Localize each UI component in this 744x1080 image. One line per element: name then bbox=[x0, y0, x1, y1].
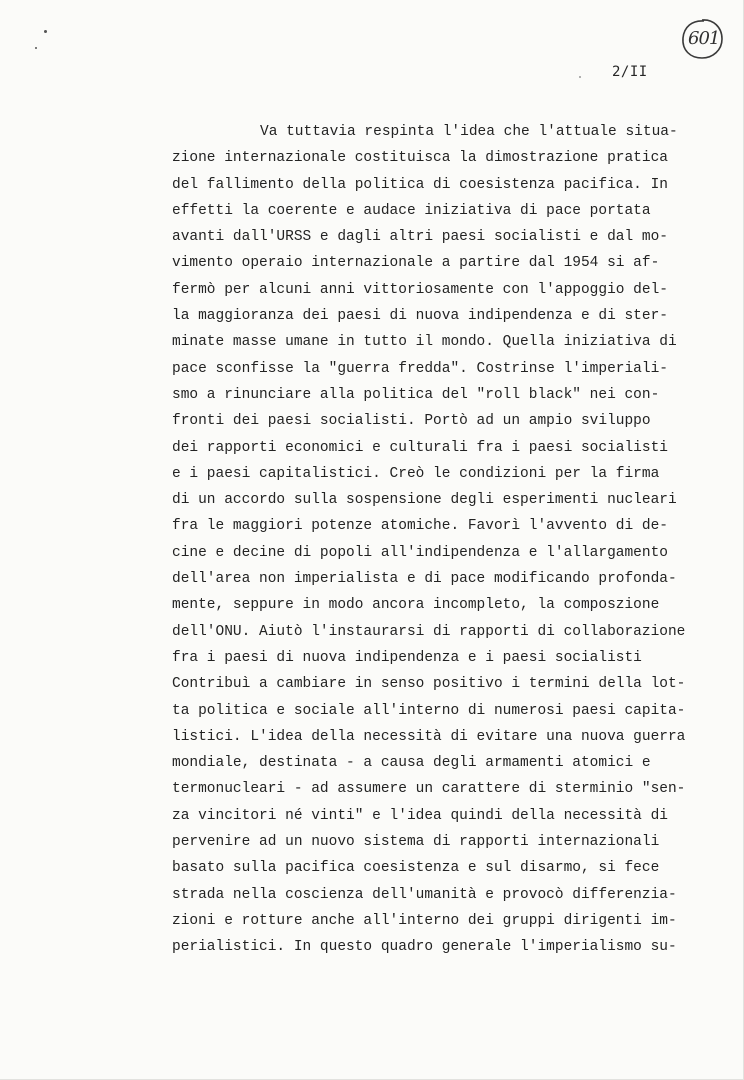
text-line: perialistici. In questo quadro generale l'imperialismo su- bbox=[172, 939, 677, 956]
text-line: za vincitori né vinti" e l'idea quindi della necessità di bbox=[172, 807, 668, 824]
stamp-number: 601 bbox=[688, 28, 720, 49]
scan-speck bbox=[44, 30, 47, 33]
text-line: mondiale, destinata - a causa degli armamenti atomici e bbox=[172, 755, 651, 772]
text-line: dei rapporti economici e culturali fra i paesi socialisti bbox=[172, 439, 668, 456]
text-line: minate masse umane in tutto il mondo. Quella iniziativa di bbox=[172, 334, 677, 351]
text-line: ta politica e sociale all'interno di numerosi paesi capita- bbox=[172, 702, 686, 719]
text-line: fermò per alcuni anni vittoriosamente con l'appoggio del- bbox=[172, 281, 668, 298]
text-line: e i paesi capitalistici. Creò le condizioni per la firma bbox=[172, 465, 660, 482]
archive-number-stamp bbox=[679, 16, 725, 62]
text-line: del fallimento della politica di coesistenza pacifica. In bbox=[172, 176, 668, 193]
text-line: strada nella coscienza dell'umanità e provocò differenzia- bbox=[172, 886, 677, 903]
text-line: avanti dall'URSS e dagli altri paesi socialisti e dal mo- bbox=[172, 229, 668, 246]
text-line: fra le maggiori potenze atomiche. Favorì l'avvento di de- bbox=[172, 518, 668, 535]
text-line: vimento operaio internazionale a partire dal 1954 si af- bbox=[172, 255, 660, 272]
body-paragraph bbox=[172, 119, 686, 961]
scan-speck bbox=[35, 47, 37, 49]
text-line: pervenire ad un nuovo sistema di rapporti internazionali bbox=[172, 834, 660, 851]
page-reference: 2/II bbox=[612, 64, 648, 80]
text-line: dell'ONU. Aiutò l'instaurarsi di rapporti di collaborazione bbox=[172, 623, 686, 640]
text-line: zioni e rotture anche all'interno dei gruppi dirigenti im- bbox=[172, 912, 677, 929]
text-line: mente, seppure in modo ancora incompleto, la composzione bbox=[172, 597, 660, 614]
text-line: fra i paesi di nuova indipendenza e i paesi socialisti bbox=[172, 649, 642, 666]
text-line: pace sconfisse la "guerra fredda". Costrinse l'imperiali- bbox=[172, 360, 668, 377]
text-line: Contribuì a cambiare in senso positivo i termini della lot- bbox=[172, 676, 686, 693]
text-line: di un accordo sulla sospensione degli esperimenti nucleari bbox=[172, 492, 677, 509]
text-line: smo a rinunciare alla politica del "roll black" nei con- bbox=[172, 386, 660, 403]
text-line: fronti dei paesi socialisti. Portò ad un ampio sviluppo bbox=[172, 413, 651, 430]
text-line: Va tuttavia respinta l'idea che l'attuale situa- bbox=[260, 124, 678, 140]
scan-speck bbox=[579, 76, 581, 78]
text-line: zione internazionale costituisca la dimostrazione pratica bbox=[172, 150, 668, 167]
text-line: effetti la coerente e audace iniziativa di pace portata bbox=[172, 202, 651, 219]
text-line: listici. L'idea della necessità di evitare una nuova guerra bbox=[172, 728, 686, 745]
text-line: la maggioranza dei paesi di nuova indipendenza e di ster- bbox=[172, 308, 668, 325]
text-line: termonucleari - ad assumere un carattere di sterminio "sen- bbox=[172, 781, 686, 798]
text-line: cine e decine di popoli all'indipendenza e l'allargamento bbox=[172, 544, 668, 561]
text-line: dell'area non imperialista e di pace modificando profonda- bbox=[172, 571, 677, 588]
text-line: basato sulla pacifica coesistenza e sul disarmo, si fece bbox=[172, 860, 660, 877]
